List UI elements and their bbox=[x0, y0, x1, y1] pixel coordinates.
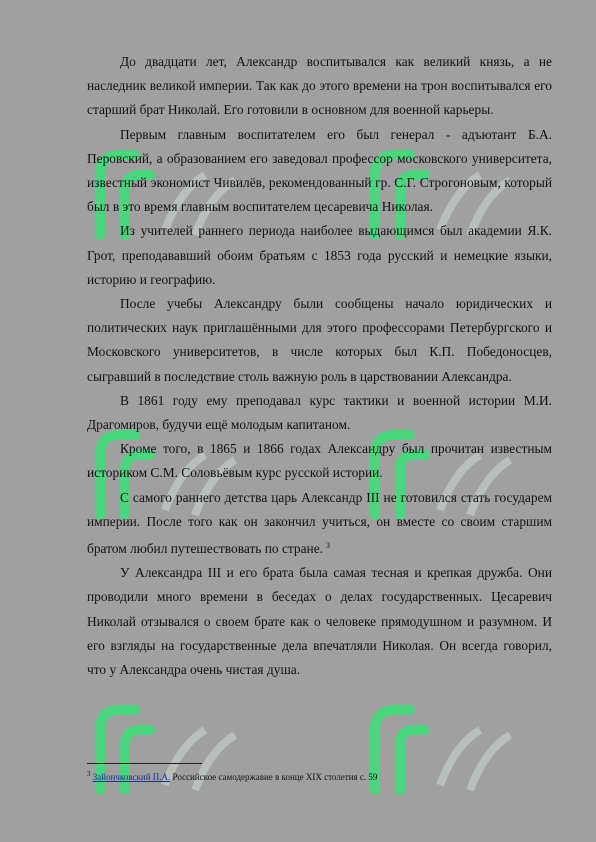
paragraph: У Александра III и его брата была самая тесная и крепкая дружба. Они проводили много времени в беседах о делах государственных. Цесаревич Николай отзывался о своем брате как о человеке прямодушном и разумном. И его взгляды на государственные дела впечатляли Николая. Он всегда говорил, что у Александра очень чистая душа. bbox=[87, 565, 552, 678]
paragraph: В 1861 году ему преподавал курс тактики и военной истории М.И. Драгомиров, будучи ещё молодым капитаном. bbox=[87, 392, 552, 433]
footnote-number: 3 bbox=[87, 770, 91, 778]
paragraph-text: С самого раннего детства царь Александр III не готовился стать государем империи. После того как он закончил учиться, он вместе со своим старшим братом любил путешествовать по стране. bbox=[87, 489, 552, 557]
footnote-author-link[interactable]: Зайончковский П.А. bbox=[92, 772, 171, 782]
paragraph-with-footnote bbox=[87, 486, 552, 562]
footnote-text: Российское самодержавие в конце XIX столетия с. 59 bbox=[170, 772, 378, 782]
paragraph: До двадцати лет, Александр воспитывался как великий князь, а не наследник великой империи. Так как до этого времени на трон воспитывался его старший брат Николай. Его готовили в основном для военной карьеры. bbox=[87, 54, 552, 118]
paragraph: После учебы Александру были сообщены начало юридических и политических наук приглашёнными для этого профессорами Петербургского и Московского университетов, в числе которых был К.П. Победоносцев, сыгравший в последствие столь важную роль в царствовании Александра. bbox=[87, 296, 552, 384]
logo-watermark-icon bbox=[355, 690, 555, 810]
footnote-divider bbox=[87, 763, 202, 764]
body-text bbox=[87, 50, 552, 682]
footnote-reference[interactable]: 3 bbox=[326, 541, 331, 551]
logo-watermark-icon bbox=[80, 690, 280, 810]
paragraph: Кроме того, в 1865 и 1866 годах Александру был прочитан известным историком С.М. Соловьёвым курс русской истории. bbox=[87, 441, 552, 481]
paragraph: Из учителей раннего периода наиболее выдающимся был академии Я.К. Грот, преподававший обоим братьям с 1853 года русский и немецкие языки, историю и географию. bbox=[87, 223, 552, 287]
footnote bbox=[87, 768, 552, 783]
paragraph: Первым главным воспитателем его был генерал - адъютант Б.А. Перовский, а образованием его заведовал профессор московского университета, известный экономист Чивилёв, рекомендованный гр. С.Г. Строгоновым, который был в это время главным воспитателем цесаревича Николая. bbox=[87, 126, 552, 215]
